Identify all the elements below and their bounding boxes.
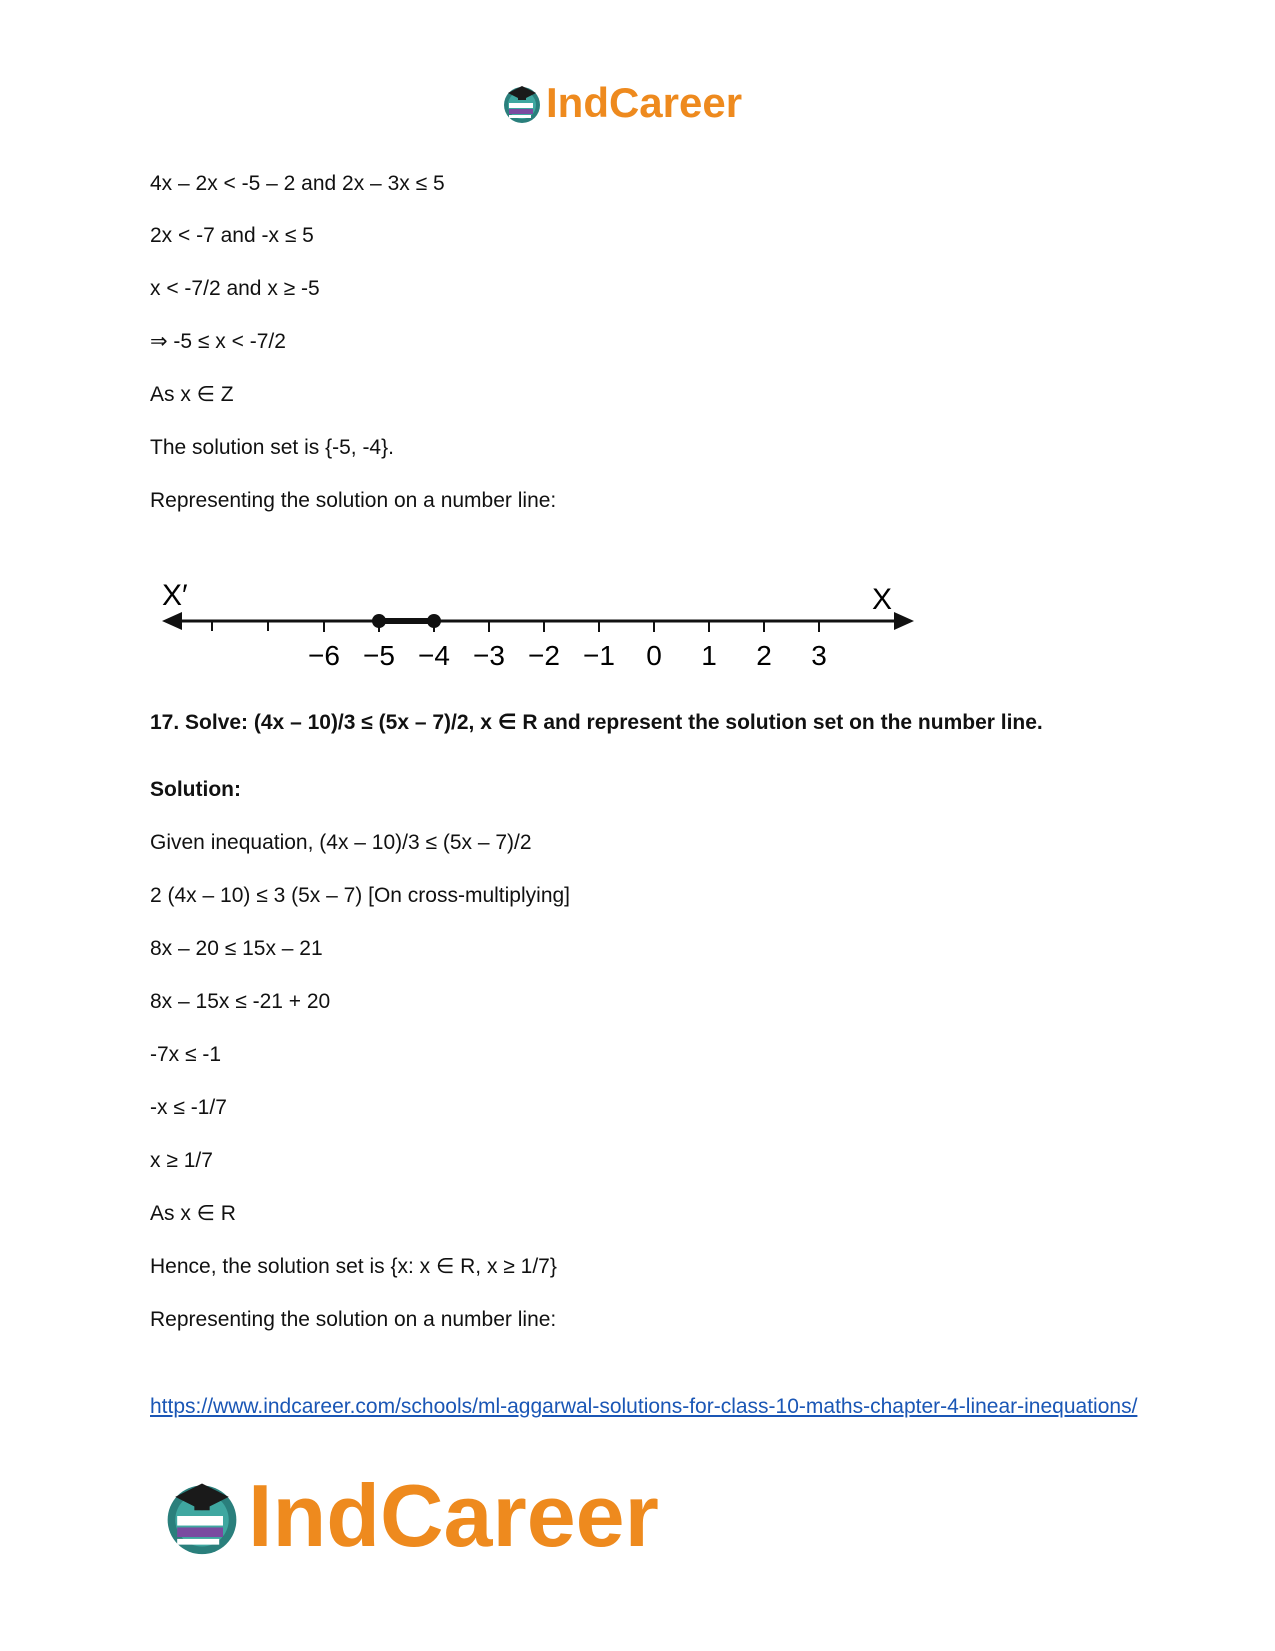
solution-line: -x ≤ -1/7 bbox=[150, 1096, 227, 1119]
logo-text: IndCareer bbox=[248, 1466, 659, 1565]
tick-label: −6 bbox=[308, 640, 340, 671]
step-line: 2x < -7 and -x ≤ 5 bbox=[150, 224, 314, 247]
solution-line: x ≥ 1/7 bbox=[150, 1149, 213, 1172]
solution-line: 2 (4x – 10) ≤ 3 (5x – 7) [On cross-multiplying] bbox=[150, 884, 571, 907]
step-line: Representing the solution on a number line: bbox=[150, 489, 557, 512]
tick-label: −2 bbox=[528, 640, 560, 671]
graduation-cap-globe-icon bbox=[500, 81, 544, 125]
tick-label: 0 bbox=[646, 640, 662, 671]
step-line: ⇒ -5 ≤ x < -7/2 bbox=[150, 330, 286, 353]
solution-line: As x ∈ R bbox=[150, 1202, 236, 1225]
step-line: x < -7/2 and x ≥ -5 bbox=[150, 277, 320, 300]
solution-line: Hence, the solution set is {x: x ∈ R, x ≥ 1/7} bbox=[150, 1255, 557, 1278]
question-17: 17. Solve: (4x – 10)/3 ≤ (5x – 7)/2, x ∈ R and represent the solution set on the number line. bbox=[150, 711, 1043, 734]
number-line-figure bbox=[158, 575, 918, 675]
tick-label: −3 bbox=[473, 640, 505, 671]
solution-point bbox=[427, 614, 441, 628]
solution-line: Given inequation, (4x – 10)/3 ≤ (5x – 7)/2 bbox=[150, 831, 532, 854]
tick-group bbox=[308, 621, 827, 671]
solution-line: 8x – 20 ≤ 15x – 21 bbox=[150, 937, 323, 960]
solution-line: 8x – 15x ≤ -21 + 20 bbox=[150, 990, 331, 1013]
step-line: The solution set is {-5, -4}. bbox=[150, 436, 394, 459]
tick-label: −1 bbox=[583, 640, 615, 671]
left-arrow-icon bbox=[162, 612, 182, 630]
solution-line: Representing the solution on a number line: bbox=[150, 1308, 557, 1331]
solution-heading: Solution: bbox=[150, 778, 241, 801]
tick-label: 3 bbox=[811, 640, 827, 671]
solution-point bbox=[372, 614, 386, 628]
right-arrow-icon bbox=[894, 612, 914, 630]
tick-label: −4 bbox=[418, 640, 450, 671]
solution-line: -7x ≤ -1 bbox=[150, 1043, 222, 1066]
axis-label-right: X bbox=[872, 583, 893, 616]
step-line: 4x – 2x < -5 – 2 and 2x – 3x ≤ 5 bbox=[150, 172, 445, 195]
tick-label: 1 bbox=[701, 640, 717, 671]
footer-link[interactable]: https://www.indcareer.com/schools/ml-aggarwal-solutions-for-class-10-maths-chapter-4-linear-inequations/ bbox=[150, 1395, 1138, 1418]
graduation-cap-globe-icon bbox=[160, 1474, 244, 1558]
header-logo bbox=[500, 78, 742, 128]
tick-label: 2 bbox=[756, 640, 772, 671]
axis-label-left: X′ bbox=[162, 579, 188, 612]
tick-label: −5 bbox=[363, 640, 395, 671]
logo-text: IndCareer bbox=[546, 79, 743, 126]
step-line: As x ∈ Z bbox=[150, 383, 234, 406]
footer-logo bbox=[160, 1468, 659, 1564]
